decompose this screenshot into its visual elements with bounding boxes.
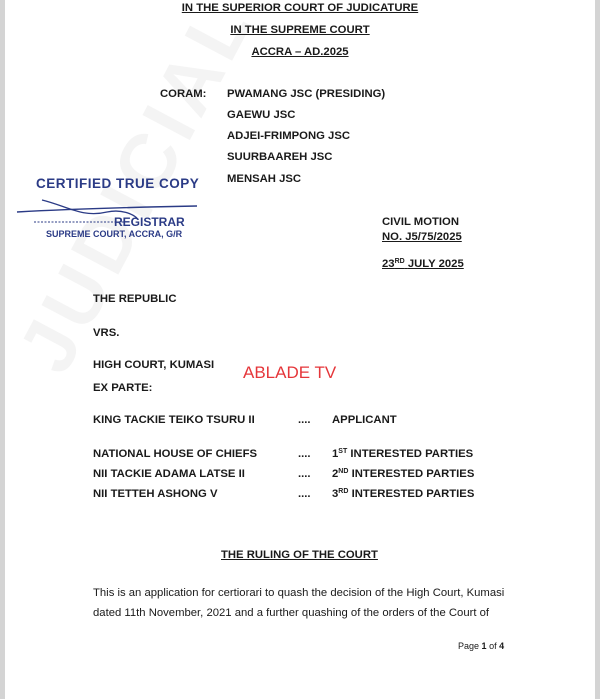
interested-party-3-dots: .... <box>298 488 311 500</box>
applicant-dots: .... <box>298 414 311 426</box>
court-heading-line3: ACCRA – AD.2025 <box>251 46 349 58</box>
party-vrs: VRS. <box>93 327 120 339</box>
ruling-title: THE RULING OF THE COURT <box>221 549 378 561</box>
court-heading-line1: IN THE SUPERIOR COURT OF JUDICATURE <box>181 2 419 14</box>
ex-parte-label: EX PARTE: <box>93 382 153 394</box>
interested-party-1-dots: .... <box>298 448 311 460</box>
interested-party-2-name: NII TACKIE ADAMA LATSE II <box>93 468 245 480</box>
court-heading-line2: IN THE SUPREME COURT <box>230 24 370 36</box>
interested-party-2-role: 2ND INTERESTED PARTIES <box>332 468 475 480</box>
applicant-role: APPLICANT <box>332 414 397 426</box>
party-republic: THE REPUBLIC <box>93 293 177 305</box>
motion-date: 23RD JULY 2025 <box>382 258 464 270</box>
certified-stamp-registrar: REGISTRAR <box>114 215 185 229</box>
ablade-tv-label: ABLADE TV <box>243 363 337 382</box>
certified-stamp-title: CERTIFIED TRUE COPY <box>36 176 200 191</box>
page-edge-left <box>0 0 5 699</box>
judge-2: GAEWU JSC <box>227 109 296 121</box>
interested-party-1-name: NATIONAL HOUSE OF CHIEFS <box>93 448 258 460</box>
interested-party-1-role: 1ST INTERESTED PARTIES <box>332 448 474 460</box>
applicant-name: KING TACKIE TEIKO TSURU II <box>93 414 255 426</box>
motion-type: CIVIL MOTION <box>382 216 459 228</box>
party-court: HIGH COURT, KUMASI <box>93 359 215 371</box>
coram-label: CORAM: <box>160 88 207 100</box>
certified-stamp-court: SUPREME COURT, ACCRA, G/R <box>46 229 183 239</box>
judge-4: SUURBAAREH JSC <box>227 151 333 163</box>
page-edge-right <box>595 0 600 699</box>
page-number: Page 1 of 4 <box>458 641 505 651</box>
interested-party-3-role: 3RD INTERESTED PARTIES <box>332 488 475 500</box>
judge-5: MENSAH JSC <box>227 173 302 185</box>
interested-party-3-name: NII TETTEH ASHONG V <box>93 488 218 500</box>
ruling-paragraph-line1: This is an application for certiorari to quash the decision of the High Court, Kumasi <box>93 587 505 599</box>
judge-1: PWAMANG JSC (PRESIDING) <box>227 88 386 100</box>
ruling-paragraph-line2: dated 11th November, 2021 and a further quashing of the orders of the Court of <box>93 607 490 619</box>
judge-3: ADJEI-FRIMPONG JSC <box>227 130 351 142</box>
interested-party-2-dots: .... <box>298 468 311 480</box>
motion-number: NO. J5/75/2025 <box>382 231 462 243</box>
